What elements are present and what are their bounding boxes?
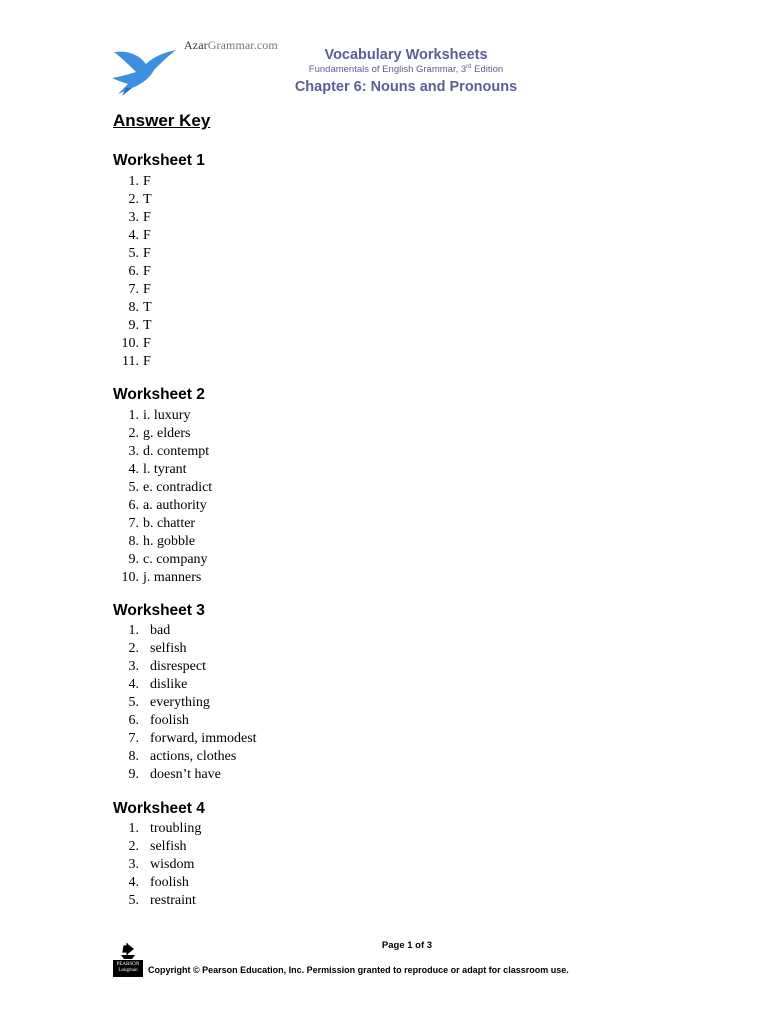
list-item: 10. j. manners	[121, 570, 202, 585]
list-item: 4. dislike	[128, 677, 188, 692]
worksheet-3-list	[113, 622, 257, 784]
copyright-notice: Copyright © Pearson Education, Inc. Permission granted to reproduce or adapt for classroom use.	[148, 965, 569, 975]
pearson-logo-text: PEARSON Longman	[113, 960, 143, 977]
worksheet-4-title: Worksheet 4	[113, 800, 205, 817]
worksheet-1-title: Worksheet 1	[113, 152, 205, 169]
pearson-logo	[113, 943, 143, 977]
list-item: 8. T	[128, 300, 152, 315]
list-item: 1. bad	[128, 623, 171, 638]
worksheet-2-title: Worksheet 2	[113, 386, 205, 403]
list-item: 1. F	[128, 174, 151, 189]
list-item: 2. g. elders	[128, 426, 191, 441]
list-item: 11. F	[122, 354, 151, 369]
list-item: 1. i. luxury	[128, 408, 191, 423]
list-item: 8. h. gobble	[128, 534, 196, 549]
ship-icon	[121, 943, 135, 959]
list-item: 2. selfish	[128, 641, 187, 656]
list-item: 2. selfish	[128, 839, 187, 854]
list-item: 7. F	[128, 282, 151, 297]
logo-text: AzarGrammar.com	[184, 38, 278, 52]
header-title: Vocabulary Worksheets	[324, 47, 488, 63]
list-item: 1. troubling	[128, 821, 202, 836]
list-item: 6. F	[128, 264, 151, 279]
list-item: 7. forward, immodest	[128, 731, 257, 746]
list-item: 2. T	[128, 192, 152, 207]
list-item: 5. e. contradict	[128, 480, 213, 495]
answer-key-heading: Answer Key	[113, 111, 211, 130]
header-chapter: Chapter 6: Nouns and Pronouns	[294, 79, 518, 95]
list-item: 8. actions, clothes	[128, 749, 237, 764]
list-item: 4. foolish	[128, 875, 189, 890]
list-item: 4. l. tyrant	[128, 462, 187, 477]
list-item: 4. F	[128, 228, 151, 243]
worksheet-4-list	[113, 820, 201, 910]
list-item: 5. restraint	[128, 893, 196, 908]
list-item: 10. F	[121, 336, 151, 351]
worksheet-2-list	[113, 407, 212, 587]
list-item: 6. a. authority	[128, 498, 207, 513]
list-item: 3. disrespect	[128, 659, 206, 674]
list-item: 5. everything	[128, 695, 210, 710]
list-item: 9. T	[128, 318, 152, 333]
azargrammar-logo	[112, 38, 287, 98]
list-item: 7. b. chatter	[128, 516, 196, 531]
list-item: 9. doesn’t have	[128, 767, 221, 782]
header-subtitle: Fundamentals of English Grammar, 3rd Edition	[308, 63, 504, 75]
list-item: 9. c. company	[128, 552, 208, 567]
list-item: 3. d. contempt	[128, 444, 210, 459]
worksheet-1-list	[113, 173, 152, 371]
list-item: 6. foolish	[128, 713, 189, 728]
list-item: 3. wisdom	[128, 857, 195, 872]
list-item: 3. F	[128, 210, 151, 225]
document-header	[278, 46, 534, 97]
swallow-bird-icon	[112, 44, 178, 96]
page-number: Page 1 of 3	[381, 940, 433, 951]
list-item: 5. F	[128, 246, 151, 261]
worksheet-3-title: Worksheet 3	[113, 602, 205, 619]
